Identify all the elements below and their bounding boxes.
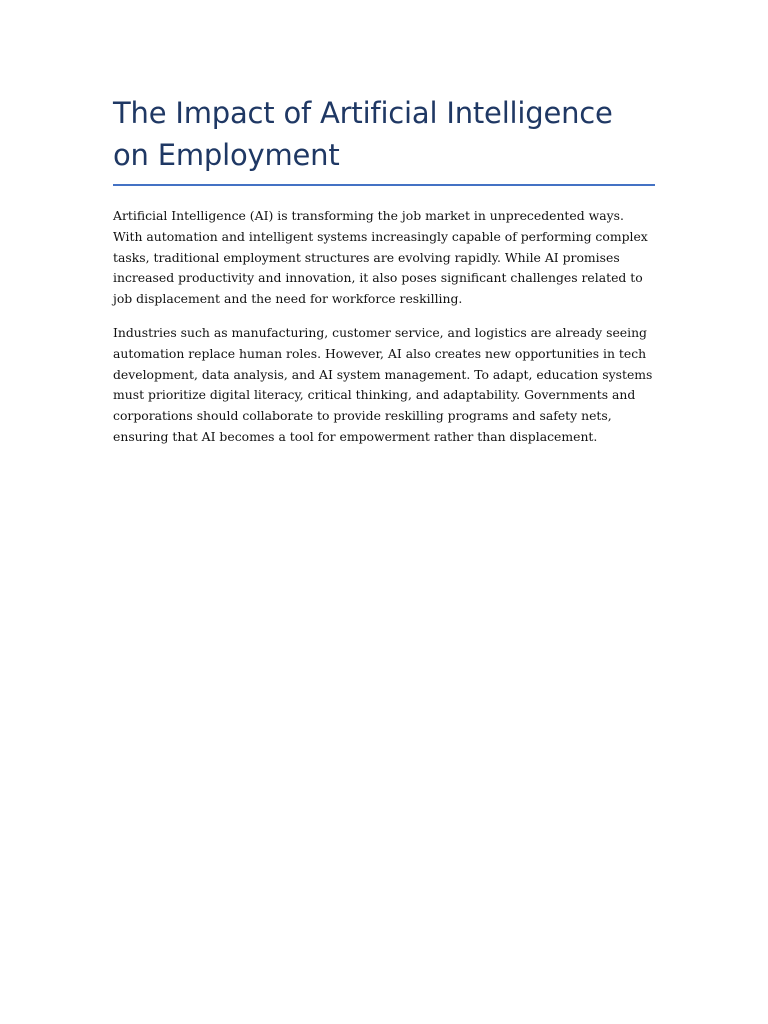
paragraph-industries: Industries such as manufacturing, customer service, and logistics are already seeing automation replace human roles. However, AI also creates new opportunities in tech development, data analysis, and AI system management. To adapt, education systems must prioritize digital literacy, critical thinking, and adaptability. Governments and corporations should collaborate to provide reskilling programs and safety nets, ensuring that AI becomes a tool for empowerment rather than displacement. [113, 324, 653, 444]
paragraph-intro: Artificial Intelligence (AI) is transforming the job market in unprecedented ways. With automation and intelligent systems increasingly capable of performing complex tasks, traditional employment structures are evolving rapidly. While AI promises increased productivity and innovation, it also poses significant challenges related to job displacement and the need for workforce reskilling. [113, 208, 648, 307]
document-body [113, 92, 655, 461]
document-title: The Impact of Artificial Intelligence on Employment [113, 96, 613, 172]
title-underline-rule [113, 184, 655, 186]
